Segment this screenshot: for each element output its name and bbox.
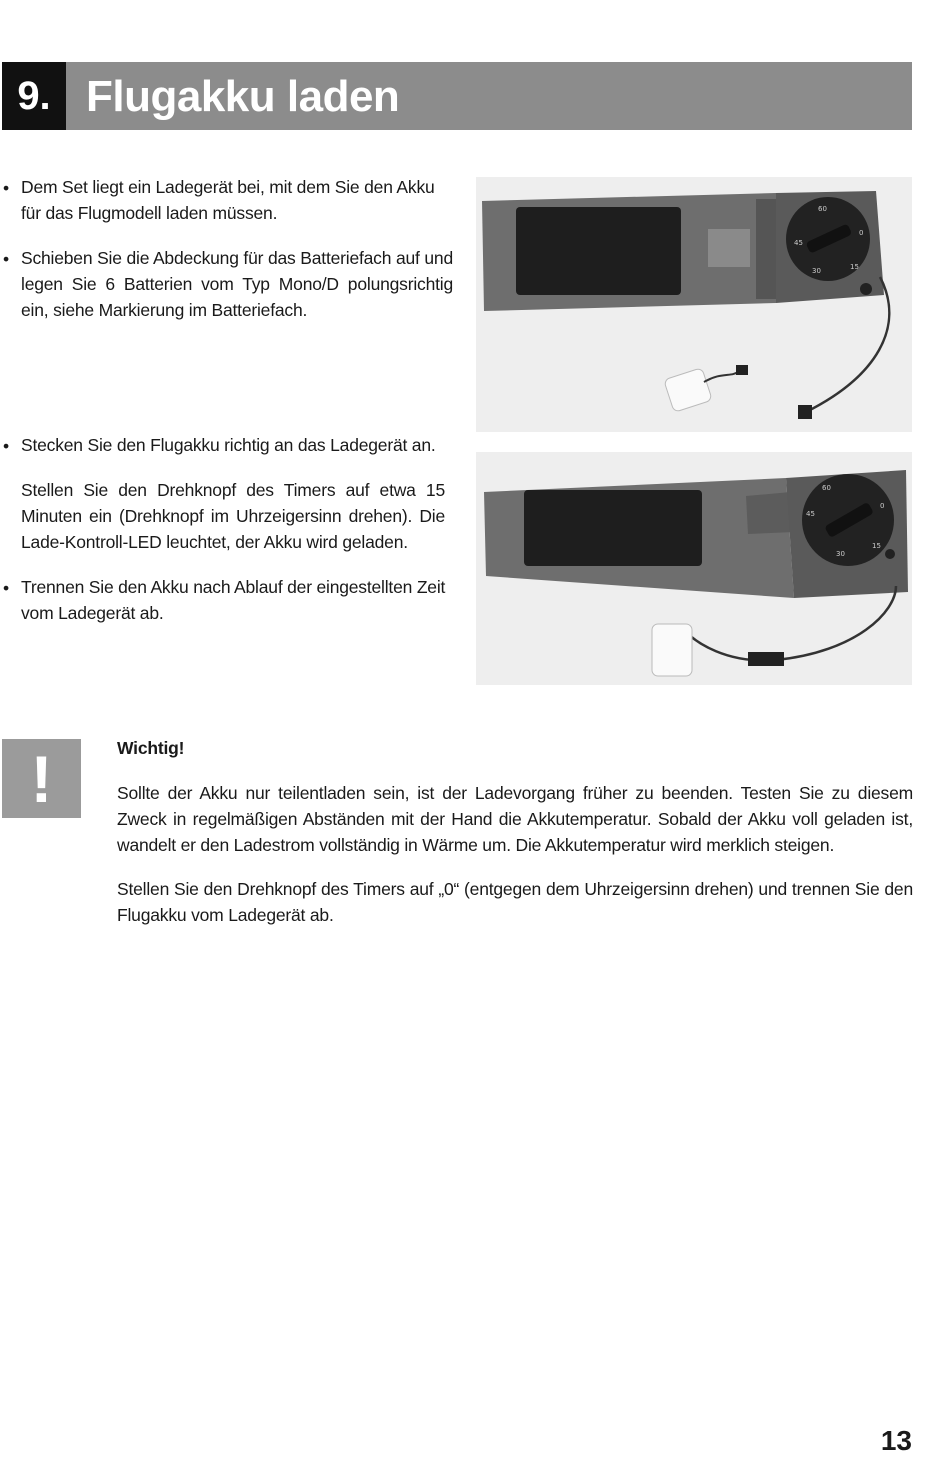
exclamation-mark: ! — [30, 742, 53, 816]
warning-paragraph-2: Stellen Sie den Drehknopf des Timers auf „0“ (entgegen dem Uhrzeigersinn drehen) und trennen Sie den Flugakku vom Ladegerät ab. — [117, 879, 913, 925]
warning-title: Wichtig! — [117, 738, 185, 758]
dial-label-60: 60 — [822, 484, 831, 492]
battery-cover — [708, 229, 750, 267]
charger-connected-illustration — [476, 452, 912, 685]
led-indicator — [885, 549, 895, 559]
bullet-marker: • — [3, 249, 10, 269]
bullet-marker: • — [3, 436, 10, 456]
dial-label-0: 0 — [859, 229, 864, 237]
photo-charger-open — [476, 177, 912, 432]
dial-label-60: 60 — [818, 205, 827, 213]
dial-label-30: 30 — [836, 550, 845, 558]
solar-panel — [516, 207, 681, 295]
bullet-text-disconnect: Trennen Sie den Akku nach Ablauf der eingestellten Zeit vom Ladegerät ab. — [21, 577, 446, 623]
bullet-text-connect: Stecken Sie den Flugakku richtig an das Ladegerät an. — [21, 435, 436, 455]
photo-charger-connected — [476, 452, 912, 685]
bullet-marker: • — [3, 578, 10, 598]
dial-label-15: 15 — [850, 263, 859, 271]
battery-plug — [736, 365, 748, 375]
plug-connector — [748, 652, 784, 666]
paragraph-timer: Stellen Sie den Drehknopf des Timers auf etwa 15 Minuten ein (Drehknopf im Uhrzeigersinn drehen). Die Lade-Kontroll-LED leuchtet, der Akku wird geladen. — [21, 480, 445, 552]
section-number: 9. — [2, 62, 66, 130]
warning-paragraph-1: Sollte der Akku nur teilentladen sein, ist der Ladevorgang früher zu beenden. Testen Sie zu diesem Zweck in regelmäßigen Abständen mit der Hand die Akkutemperatur. Sobald der Akku voll geladen ist, wandelt er den Ladestrom vollständig in Wärme um. Die Akkutemperatur wird merklich steigen. — [117, 783, 913, 855]
dial-label-15: 15 — [872, 542, 881, 550]
charger-plug — [798, 405, 812, 419]
battery-cover — [746, 492, 794, 534]
section-header — [2, 62, 912, 130]
solar-panel — [524, 490, 702, 566]
warning-icon — [2, 739, 81, 818]
dial-label-45: 45 — [794, 239, 803, 247]
page-number: 13 — [880, 1425, 912, 1456]
dial-label-45: 45 — [806, 510, 815, 518]
section-title: Flugakku laden — [86, 72, 400, 121]
bullet-marker: • — [3, 178, 10, 198]
bullet-text-batteries: Schieben Sie die Abdeckung für das Batteriefach auf und legen Sie 6 Batterien vom Typ Mono/D polungsrichtig ein, siehe Markierung im Batteriefach. — [21, 248, 453, 320]
flight-battery — [652, 624, 692, 676]
charger-open-illustration — [476, 177, 912, 432]
led-indicator — [860, 283, 872, 295]
dial-label-0: 0 — [880, 502, 885, 510]
bullet-text-charger: Dem Set liegt ein Ladegerät bei, mit dem Sie den Akku für das Flugmodell laden müssen. — [21, 177, 435, 223]
dial-label-30: 30 — [812, 267, 821, 275]
